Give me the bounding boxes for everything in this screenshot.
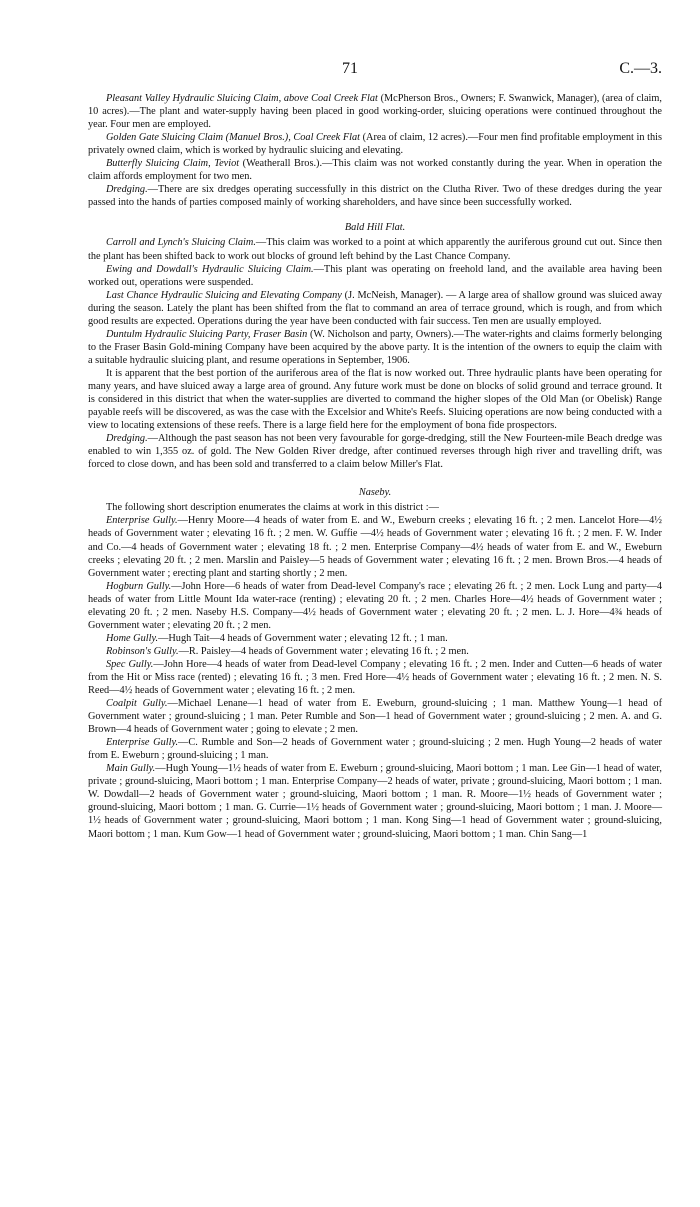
claim-title: Spec Gully.	[106, 658, 154, 670]
paragraph	[88, 697, 662, 736]
page-number: 71	[342, 60, 358, 77]
claim-title: Butterfly Sluicing Claim, Teviot	[106, 158, 240, 170]
paragraph-text: —Hugh Tait—4 heads of Government water ; elevating 12 ft. ; 1 man.	[158, 632, 448, 644]
paragraph-text: It is apparent that the best portion of the auriferous area of the flat is now worked out. Three hydraulic plants have been operating for many years, and have sluiced away a large area of ground. Any future work must be done on blocks of solid ground and terrace ground. It is considered in this district that when the water-supplies are diverted to command the higher slopes of the Old Man (or Obelisk) Range payable reefs will be discovered, as was the case with the Excelsior and White's Reefs. Sluicing operations are now being conducted with a view to locating extensions of these reefs. There is a large field here for the employment of bona fide prospectors.	[88, 367, 662, 432]
paragraph	[88, 514, 662, 579]
bald-hill-flat-section	[88, 236, 662, 471]
paragraph-text: —Hugh Young—1½ heads of water from E. Eweburn ; ground-sluicing, Maori bottom ; 1 man. Lee Gin—1 head of water, private ; ground-sluicing, Maori bottom ; 1 man. Enterprise Company—2 heads of water, private ; ground-sluicing, Maori bottom ; 1 man. W. Dowdall—2 heads of Government water ; ground-sluicing, Maori bottom ; 1 man. R. Moore—1½ heads of Government water ; ground-sluicing, Maori bottom ; 1 man. G. Currie—1½ heads of Government water ; ground-sluicing, Maori bottom ; 1 man. J. Moore—1½ heads of Government water ; ground-sluicing, Maori bottom ; 1 man. Kong Sing—1 head of Government water ; ground-sluicing, Maori bottom ; 1 man. Kum Gow—1 head of Government water ; ground-sluicing, Maori bottom ; 1 man. Chin Sang—1	[88, 763, 662, 840]
paragraph	[88, 263, 662, 289]
paragraph-text: (Area of claim, 12 acres).—Four men find profitable employment in this privately owned claim, which is worked by hydraulic sluicing and elevating.	[88, 132, 662, 157]
paragraph	[88, 632, 662, 645]
intro-section	[88, 92, 662, 209]
paragraph	[88, 762, 662, 840]
claim-title: Robinson's Gully.	[106, 645, 179, 657]
claim-title: Duntulm Hydraulic Sluicing Party, Fraser Basin	[106, 328, 308, 340]
section-heading-bald-hill-flat: Bald Hill Flat.	[344, 222, 406, 234]
paragraph-text: (Weatherall Bros.).—This claim was not worked constantly during the year. When in operation the claim affords employment for two men.	[88, 158, 662, 183]
section-heading-naseby: Naseby.	[358, 487, 392, 499]
paragraph-text: (McPherson Bros., Owners; F. Swanwick, Manager), (area of claim, 10 acres).—The plant and water-supply having been placed in good working-order, sluicing operations were continued throughout the year. Four men are employed.	[88, 93, 662, 131]
report-reference: C.—3.	[619, 60, 662, 77]
paragraph-text: —Henry Moore—4 heads of water from E. and W., Eweburn creeks ; elevating 16 ft. ; 2 men. Lancelot Hore—4½ heads of Government water ; elevating 16 ft. ; 2 men. W. Guffie —4½ heads of Government water ; elevating 16 ft. ; 2 men. F. W. Inder and Co.—4 heads of Government water ; elevating 18 ft. ; 2 men. Enterprise Company—4½ heads of water from E. and W., Eweburn creeks ; elevating 20 ft. ; 2 men. Marslin and Paisley—5 heads of Government water ; elevating 16 ft. ; 2 men. Brown Bros.—4 heads of Government water ; erecting plant and starting shortly ; 2 men.	[88, 515, 662, 579]
claim-title: Hogburn Gully.	[106, 580, 172, 592]
claim-title: Carroll and Lynch's Sluicing Claim.	[106, 237, 256, 249]
claim-title: Golden Gate Sluicing Claim (Manuel Bros.), Coal Creek Flat	[106, 132, 360, 144]
paragraph	[88, 289, 662, 328]
paragraph-text: —There are six dredges operating successfully in this district on the Clutha River. Two of these dredges during the year passed into the hands of parties composed mainly of working shareholders, and have since been successfully worked.	[88, 184, 662, 209]
paragraph	[88, 658, 662, 697]
claim-title: Main Gully.	[106, 763, 156, 775]
paragraph	[88, 157, 662, 183]
paragraph	[88, 580, 662, 632]
paragraph-text: —Although the past season has not been very favourable for gorge-dredging, still the New Fourteen-mile Beach dredge was enabled to win 1,355 oz. of gold. The New Golden River dredge, after continued reverses through high river and travelling drift, was forced to close down, and has been sold and transferred to a claim below Miller's Flat.	[88, 433, 662, 471]
claim-title: Ewing and Dowdall's Hydraulic Sluicing Claim.	[106, 263, 314, 275]
paragraph-text: —C. Rumble and Son—2 heads of Government water ; ground-sluicing ; 2 men. Hugh Young—2 heads of water from E. Eweburn ; ground-sluicing ; 1 man.	[88, 737, 662, 762]
claim-title: Enterprise Gully.	[106, 737, 179, 749]
paragraph-text: (J. McNeish, Manager). — A large area of shallow ground was sluiced away during the season. Lately the plant has been shifted from the flat to command an area of terrace ground, which is rough, and from which good results are expected. Operations during the year have been conducted with fair success. Ten men are usually employed.	[88, 289, 662, 327]
claim-title: Coalpit Gully.	[106, 698, 168, 710]
paragraph	[88, 645, 662, 658]
paragraph	[88, 92, 662, 131]
naseby-section	[88, 514, 662, 840]
claim-title: Enterprise Gully.	[106, 515, 178, 527]
paragraph	[88, 183, 662, 209]
naseby-intro-paragraph: The following short description enumerates the claims at work in this district :—	[106, 502, 439, 514]
paragraph	[88, 236, 662, 262]
paragraph-text: (W. Nicholson and party, Owners).—The water-rights and claims formerly belonging to the Fraser Basin Gold-mining Company have been acquired by the above party. It is the intention of the owners to equip the claim with a suitable hydraulic sluicing plant, and resume operations in September, 1906.	[88, 328, 662, 366]
paragraph	[88, 328, 662, 367]
paragraph	[88, 131, 662, 157]
claim-title: Dredging.	[106, 433, 148, 445]
paragraph-text: —John Hore—4 heads of water from Dead-level Company ; elevating 16 ft. ; 2 men. Inder and Cutten—6 heads of water from the Hit or Miss race (rented) ; elevating 16 ft. ; 3 men. Fred Hore—4½ heads of Government water ; elevating 16 ft. ; 2 men. N. S. Reed—4½ heads of Government water ; elevating 16 ft. ; 2 men.	[88, 658, 662, 697]
claim-title: Home Gully.	[106, 632, 159, 644]
claim-title: Dredging.	[106, 184, 148, 196]
paragraph	[88, 367, 662, 432]
paragraph-text: —R. Paisley—4 heads of Government water ; elevating 16 ft. ; 2 men.	[178, 645, 469, 657]
claim-title: Pleasant Valley Hydraulic Sluicing Claim, above Coal Creek Flat	[106, 93, 378, 104]
paragraph-text: —This plant was operating on freehold land, and the available area having been worked out, operations were suspended.	[88, 263, 663, 288]
paragraph-text: —This claim was worked to a point at which apparently the auriferous ground cut out. Since then the plant has been shifted back to work out blocks of ground left behind by the Last Chance Company.	[88, 237, 662, 262]
paragraph	[88, 432, 662, 471]
paragraph-text: —Michael Lenane—1 head of water from E. Eweburn, ground-sluicing ; 1 man. Matthew Young—1 head of Government water ; ground-sluicing ; 1 man. Peter Rumble and Son—1 head of Government water ; ground-sluicing ; 2 men. A. and G. Brown—4 heads of Government water ; going to elevate ; 2 men.	[88, 698, 662, 736]
claim-title: Last Chance Hydraulic Sluicing and Elevating Company	[106, 289, 342, 301]
page-header	[88, 62, 662, 92]
paragraph	[88, 736, 662, 762]
paragraph-text: —John Hore—6 heads of water from Dead-level Company's race ; elevating 26 ft. ; 2 men. Lock Lung and party—4 heads of water from Little Mount Ida water-race (renting) ; elevating 20 ft. ; 2 men. Charles Hore—4½ heads of Government water ; elevating 20 ft. ; 2 men. Naseby H.S. Company—4½ heads of Government water ; elevating 20 ft. ; 2 men. L. J. Hore—4¾ heads of Government water ; elevating 20 ft. ; 2 men.	[88, 580, 662, 631]
